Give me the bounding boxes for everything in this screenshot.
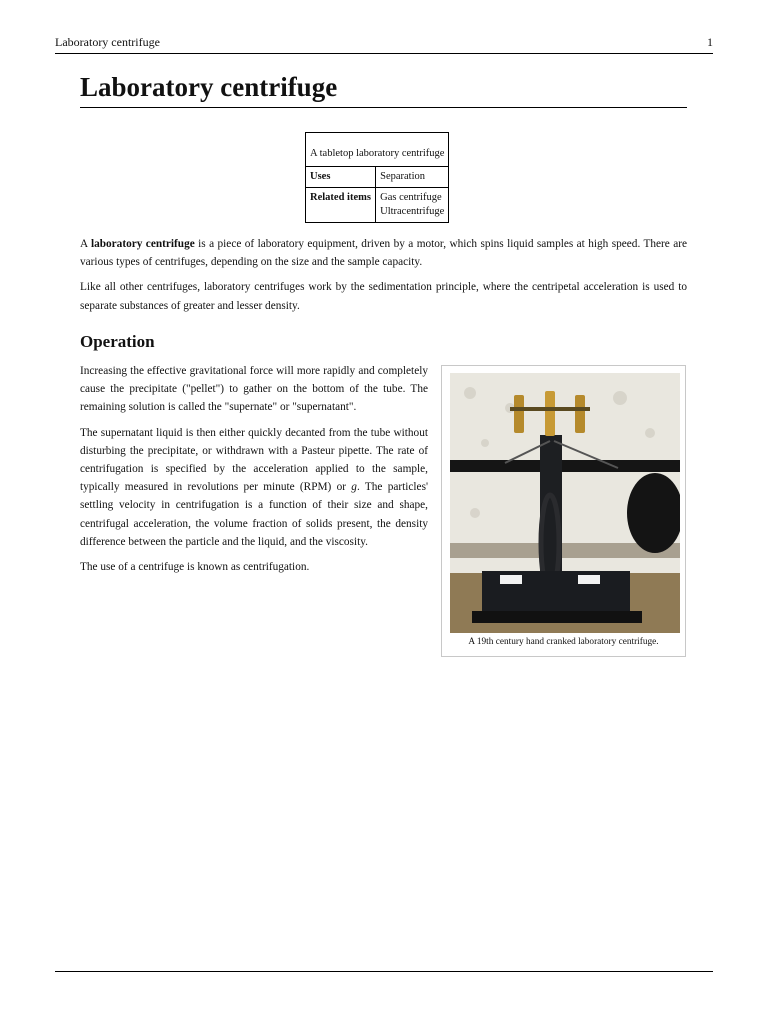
text-run: is a piece of laboratory equipment, driven by a motor, which spins liquid samples at high speed. There are various types of centrifuges, depending on the size and the sample capacity. [80,238,688,269]
sample-tube-center [545,391,555,436]
infobox-value [376,188,449,223]
infobox-row-uses [306,167,449,188]
operation-paragraph-2 [80,424,428,551]
figure-caption: A 19th century hand cranked laboratory centrifuge. [468,637,659,647]
footer-rule [55,971,713,972]
centrifuge-photo [450,373,680,633]
base-label-left [500,575,522,584]
intro-section [80,235,687,322]
italic-symbol: g [351,481,357,494]
rotor-crossbar [510,407,590,411]
page-number: 1 [707,35,713,49]
infobox-caption: A tabletop laboratory centrifuge [306,133,449,167]
text-run: . The particles' settling velocity in centrifugation is a function of their size and shape, centrifugal acceleration, the volume fraction of solids present, the density difference between the particle and the liquid, and the viscosity. [80,481,429,548]
figure-thumbnail [441,365,686,657]
infobox [305,132,449,223]
infobox-row-related-items [306,188,449,223]
bold-term: laboratory centrifuge [90,238,195,250]
base-label-right [578,575,600,584]
infobox-label: Uses [306,167,376,188]
intro-paragraph-1 [80,235,687,271]
text-run: A [80,238,91,250]
operation-text [80,362,428,583]
sample-tube-left [514,395,524,433]
running-header [55,35,713,54]
operation-paragraph-1: Increasing the effective gravitational force will more rapidly and completely cause the precipitate ("pellet") to gather on the bottom of the tube. The remaining solution is called the "supernate" or "supernatant". [80,365,428,414]
sample-tube-right [575,395,585,433]
infobox-label: Related items [306,188,376,223]
related-item-link: Ultracentrifuge [380,206,445,217]
page-title: Laboratory centrifuge [80,72,687,108]
infobox-value-line: Separation [380,171,426,182]
related-item-link: Gas centrifuge [380,192,442,203]
infobox-value [376,167,449,188]
operation-paragraph-3: The use of a centrifuge is known as centrifugation. [80,561,310,574]
wall-stripe [450,460,680,472]
text-run: The supernatant liquid is then either quickly decanted from the tube without disturbing the precipitate, or withdrawn with a Pasteur pipette. The rate of centrifugation is specified by the acceleration applied to the sample, typically measured in revolutions per minute (RPM) or [80,426,428,494]
intro-paragraph-2: Like all other centrifuges, laboratory centrifuges work by the sedimentation principle, where the centripetal acceleration is used to separate substances of greater and lesser density. [80,281,687,312]
base-plinth [472,611,642,623]
section-heading-operation: Operation [80,332,155,351]
running-head-title: Laboratory centrifuge [55,35,160,49]
